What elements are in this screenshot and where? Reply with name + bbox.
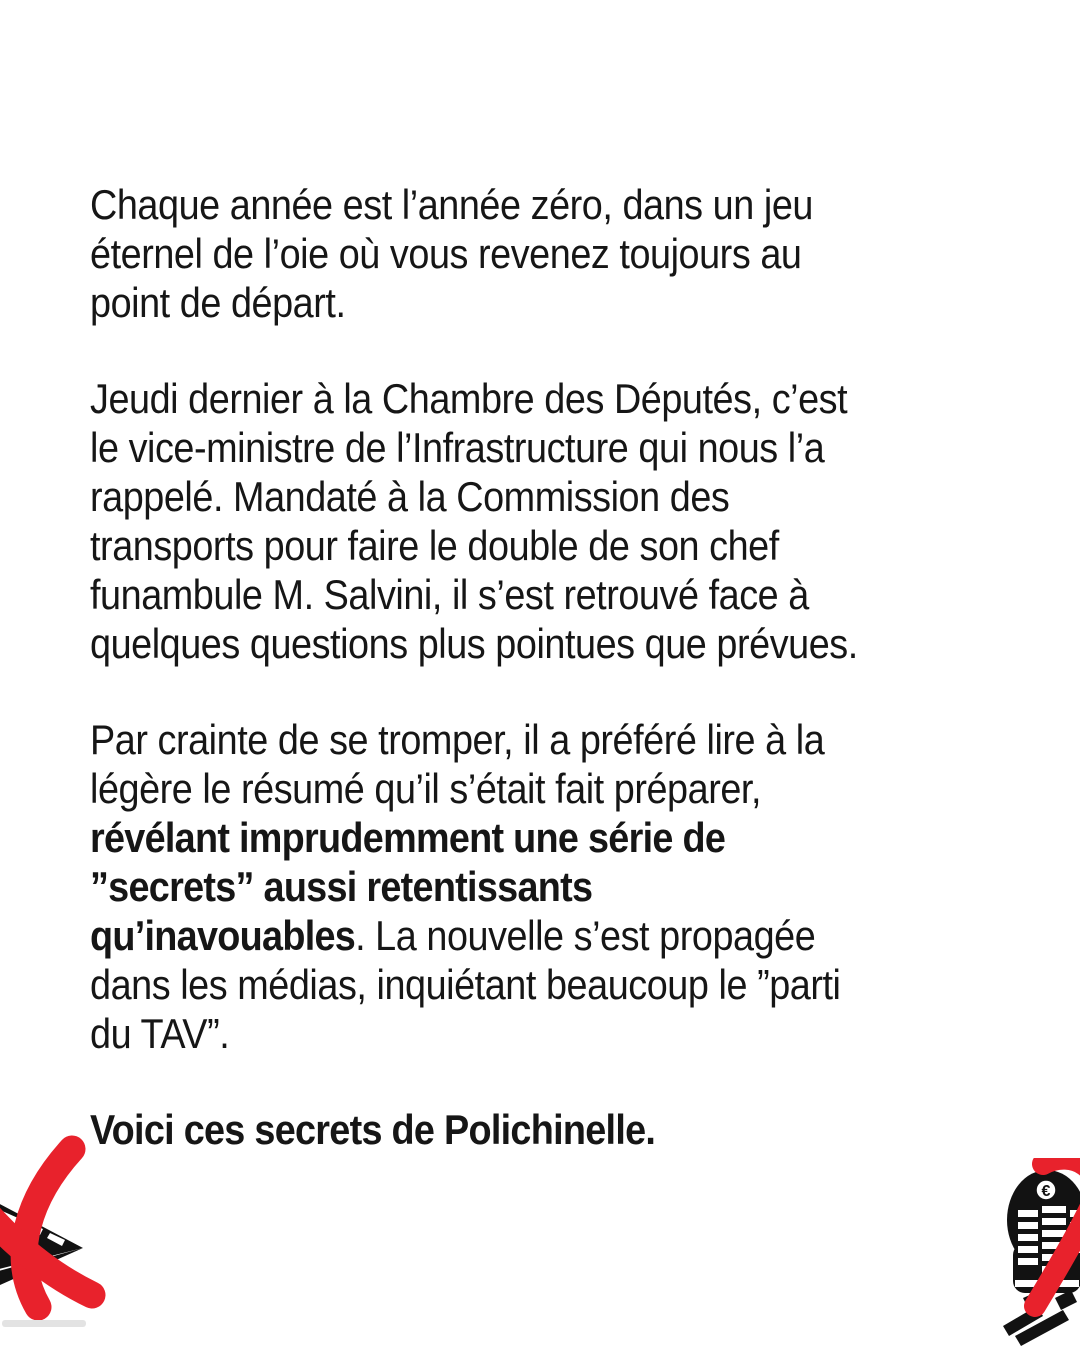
text-line [90, 374, 999, 423]
text-segment: rappelé. Mandaté à la Commission des [90, 473, 730, 520]
text-line [90, 862, 999, 911]
text-line [90, 472, 999, 521]
text-line [90, 764, 999, 813]
faint-caption-smudge [2, 1320, 86, 1327]
text-line [90, 521, 999, 570]
text-segment-bold: qu’inavouables [90, 912, 356, 959]
euro-symbol: € [1041, 1183, 1051, 1200]
text-line [90, 715, 999, 764]
text-segment-bold: Voici ces secrets de Polichinelle. [90, 1106, 656, 1153]
text-segment: funambule M. Salvini, il s’est retrouvé face à [90, 571, 809, 618]
text-segment: éternel de l’oie où vous revenez toujours au [90, 230, 802, 277]
text-segment: le vice-ministre de l’Infrastructure qui nous l’a [90, 424, 825, 471]
post-text [90, 180, 999, 1201]
paragraph-1 [90, 180, 999, 327]
text-line [90, 229, 999, 278]
text-line [90, 813, 999, 862]
text-segment-bold: révélant imprudemment une série de [90, 814, 726, 861]
text-segment: du TAV”. [90, 1010, 230, 1057]
text-line [90, 1009, 999, 1058]
text-line [90, 278, 999, 327]
text-segment-bold: ”secrets” aussi retentissants [90, 863, 593, 910]
text-segment: légère le résumé qu’il s’était fait préparer, [90, 765, 762, 812]
text-line [90, 180, 999, 229]
text-line [90, 911, 999, 960]
text-segment: transports pour faire le double de son chef [90, 522, 779, 569]
paragraph-3 [90, 715, 999, 1058]
paragraph-2 [90, 374, 999, 668]
text-segment: . La nouvelle s’est propagée [355, 912, 816, 959]
text-line [90, 960, 999, 1009]
text-segment: dans les médias, inquiétant beaucoup le ”parti [90, 961, 841, 1008]
text-segment: Par crainte de se tromper, il a préféré lire à la [90, 716, 825, 763]
text-segment: Jeudi dernier à la Chambre des Députés, c’est [90, 375, 848, 422]
text-line [90, 1105, 999, 1154]
crossed-euro-figure-logo [985, 1158, 1080, 1350]
text-segment: quelques questions plus pointues que prévues. [90, 620, 858, 667]
text-line [90, 619, 999, 668]
red-x-icon [0, 1149, 92, 1307]
text-segment: point de départ. [90, 279, 346, 326]
paragraph-4 [90, 1105, 999, 1154]
no-tav-crossed-train-logo [0, 1125, 140, 1350]
text-segment: Chaque année est l’année zéro, dans un jeu [90, 181, 813, 228]
text-line [90, 423, 999, 472]
text-line [90, 570, 999, 619]
